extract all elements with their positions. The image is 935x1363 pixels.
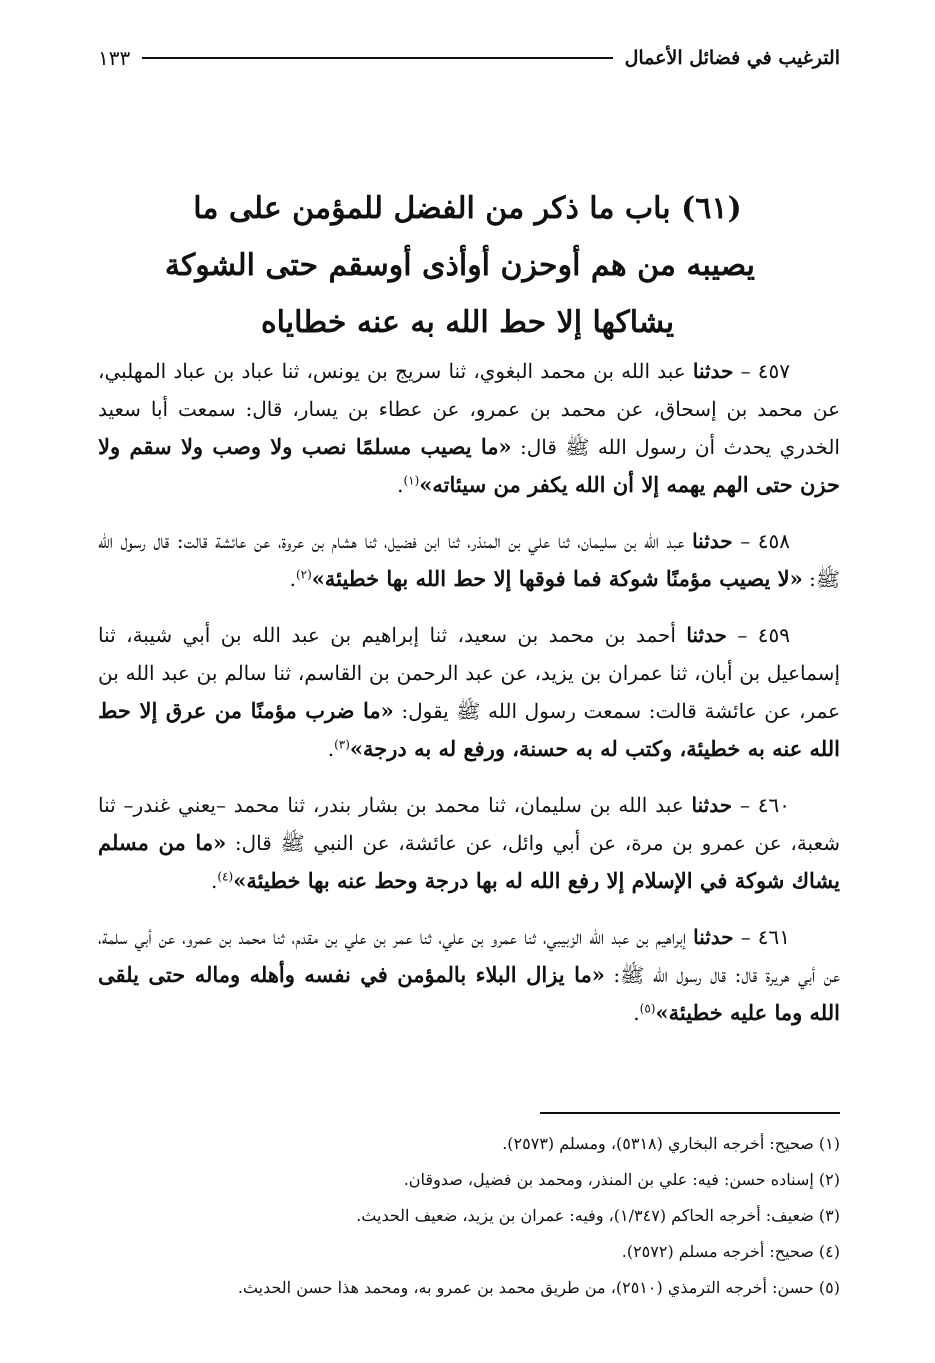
hadith-paragraph xyxy=(98,352,840,504)
footnote-marker[interactable]: (١) xyxy=(403,473,420,488)
running-title: الترغيب في فضائل الأعمال xyxy=(624,47,840,69)
hadith-number: ٤٦٠ – xyxy=(739,793,791,817)
hadith-end: . xyxy=(289,567,296,591)
footnote-marker[interactable]: (٣) xyxy=(334,737,350,752)
footnote-item: (٣) ضعيف: أخرجه الحاكم (١/٣٤٧)، وفيه: عمران بن يزيد، ضعيف الحديث. xyxy=(356,1206,840,1225)
hadith-lead: حدثنا xyxy=(692,529,733,553)
chapter-title xyxy=(164,180,755,351)
hadith-chain: إبراهيم بن عبد الله الزبيبي، ثنا عمرو بن علي، ثنا عمر بن علي بن مقدم، ثنا محمد بن عمرو، عن أبي سلمة، عن أبي هريرة قال: قال رسول الله ﷺ: xyxy=(98,925,841,987)
footnote-item: (١) صحيح: أخرجه البخاري (٥٣١٨)، ومسلم (٢٥٧٣). xyxy=(502,1134,840,1153)
hadith-text: «ما ضرب مؤمنًا من عرق إلا حط الله عنه به خطيئة، وكتب له به حسنة، ورفع له به درجة» xyxy=(98,698,840,761)
hadith-number: ٤٥٩ – xyxy=(737,623,790,647)
chapter-title-line: (٦١) باب ما ذكر من الفضل للمؤمن على ما xyxy=(193,191,742,226)
running-header xyxy=(98,38,840,78)
footnote-separator xyxy=(540,1112,840,1114)
hadith-paragraph xyxy=(98,918,840,1032)
hadith-lead: حدثنا xyxy=(686,623,727,647)
hadith-end: . xyxy=(327,737,335,761)
hadith-lead: حدثنا xyxy=(692,359,734,383)
hadith-number: ٤٥٨ – xyxy=(740,529,790,553)
footnotes xyxy=(98,1126,840,1306)
hadith-chain: عبد الله بن سليمان، ثنا محمد بن بشار بندر، ثنا محمد –يعني غندر– ثنا شعبة، عن عمرو بن مرة، عن أبي وائل، عن عائشة، عن النبي ﷺ قال: xyxy=(98,793,840,855)
hadith-paragraph xyxy=(98,786,840,900)
hadith-number: ٤٥٧ – xyxy=(740,359,790,383)
hadith-number: ٤٦١ – xyxy=(740,925,791,949)
hadith-chain: أحمد بن محمد بن سعيد، ثنا إبراهيم بن عبد الله بن أبي شيبة، ثنا إسماعيل بن أبان، ثنا عمران بن يزيد، عن عبد الرحمن بن القاسم، ثنا سالم بن عبد الله بن عمر، عن عائشة قالت: سمعت رسول الله ﷺ يقول: xyxy=(98,623,840,723)
footnote-item: (٥) حسن: أخرجه الترمذي (٢٥١٠)، من طريق محمد بن عمرو به، ومحمد هذا حسن الحديث. xyxy=(237,1278,840,1297)
hadith-chain: عبد الله بن سليمان، ثنا علي بن المنذر، ثنا ابن فضيل، ثنا هشام بن عروة، عن عائشة قالت: قال رسول الله ﷺ: xyxy=(98,529,840,591)
hadith-end: . xyxy=(633,1001,640,1025)
header-rule xyxy=(142,57,612,59)
hadith-text: «ما من مسلم يشاك شوكة في الإسلام إلا رفع الله له بها درجة وحط عنه بها خطيئة» xyxy=(98,830,840,893)
hadith-lead: حدثنا xyxy=(693,925,734,949)
hadith-chain: عبد الله بن محمد البغوي، ثنا سريج بن يونس، ثنا عباد بن عباد المهلبي، عن محمد بن إسحاق، عن محمد بن عمرو، عن عطاء بن يسار، قال: سمعت أبا سعيد الخدري يحدث أن رسول الله ﷺ قال: xyxy=(98,359,840,459)
hadith-text: «ما يصيب مسلمًا نصب ولا وصب ولا سقم ولا حزن حتى الهم يهمه إلا أن الله يكفر من سيئاته» xyxy=(98,434,840,497)
page-number: ١٣٣ xyxy=(98,46,131,70)
chapter-title-line: يصيبه من هم أوحزن أوأذى أوسقم حتى الشوكة xyxy=(164,248,755,283)
hadith-text: «لا يصيب مؤمنًا شوكة فما فوقها إلا حط الله بها خطيئة» xyxy=(311,566,803,591)
footnote-marker[interactable]: (٤) xyxy=(217,869,234,884)
hadith-list xyxy=(98,352,840,1050)
footnote-marker[interactable]: (٥) xyxy=(639,1001,656,1016)
footnote-item: (٤) صحيح: أخرجه مسلم (٢٥٧٢). xyxy=(621,1242,840,1261)
footnote-marker[interactable]: (٢) xyxy=(295,567,312,582)
hadith-lead: حدثنا xyxy=(691,793,733,817)
hadith-paragraph xyxy=(98,522,840,598)
chapter-title-line: يشاكها إلا حط الله به عنه خطاياه xyxy=(260,305,675,340)
hadith-text: «ما يزال البلاء بالمؤمن في نفسه وأهله وماله حتى يلقى الله وما عليه خطيئة» xyxy=(98,962,840,1025)
hadith-end: . xyxy=(397,473,404,497)
hadith-paragraph xyxy=(98,616,840,768)
hadith-end: . xyxy=(211,869,218,893)
footnote-item: (٢) إسناده حسن: فيه: علي بن المنذر، ومحمد بن فضيل، صدوقان. xyxy=(403,1170,840,1189)
